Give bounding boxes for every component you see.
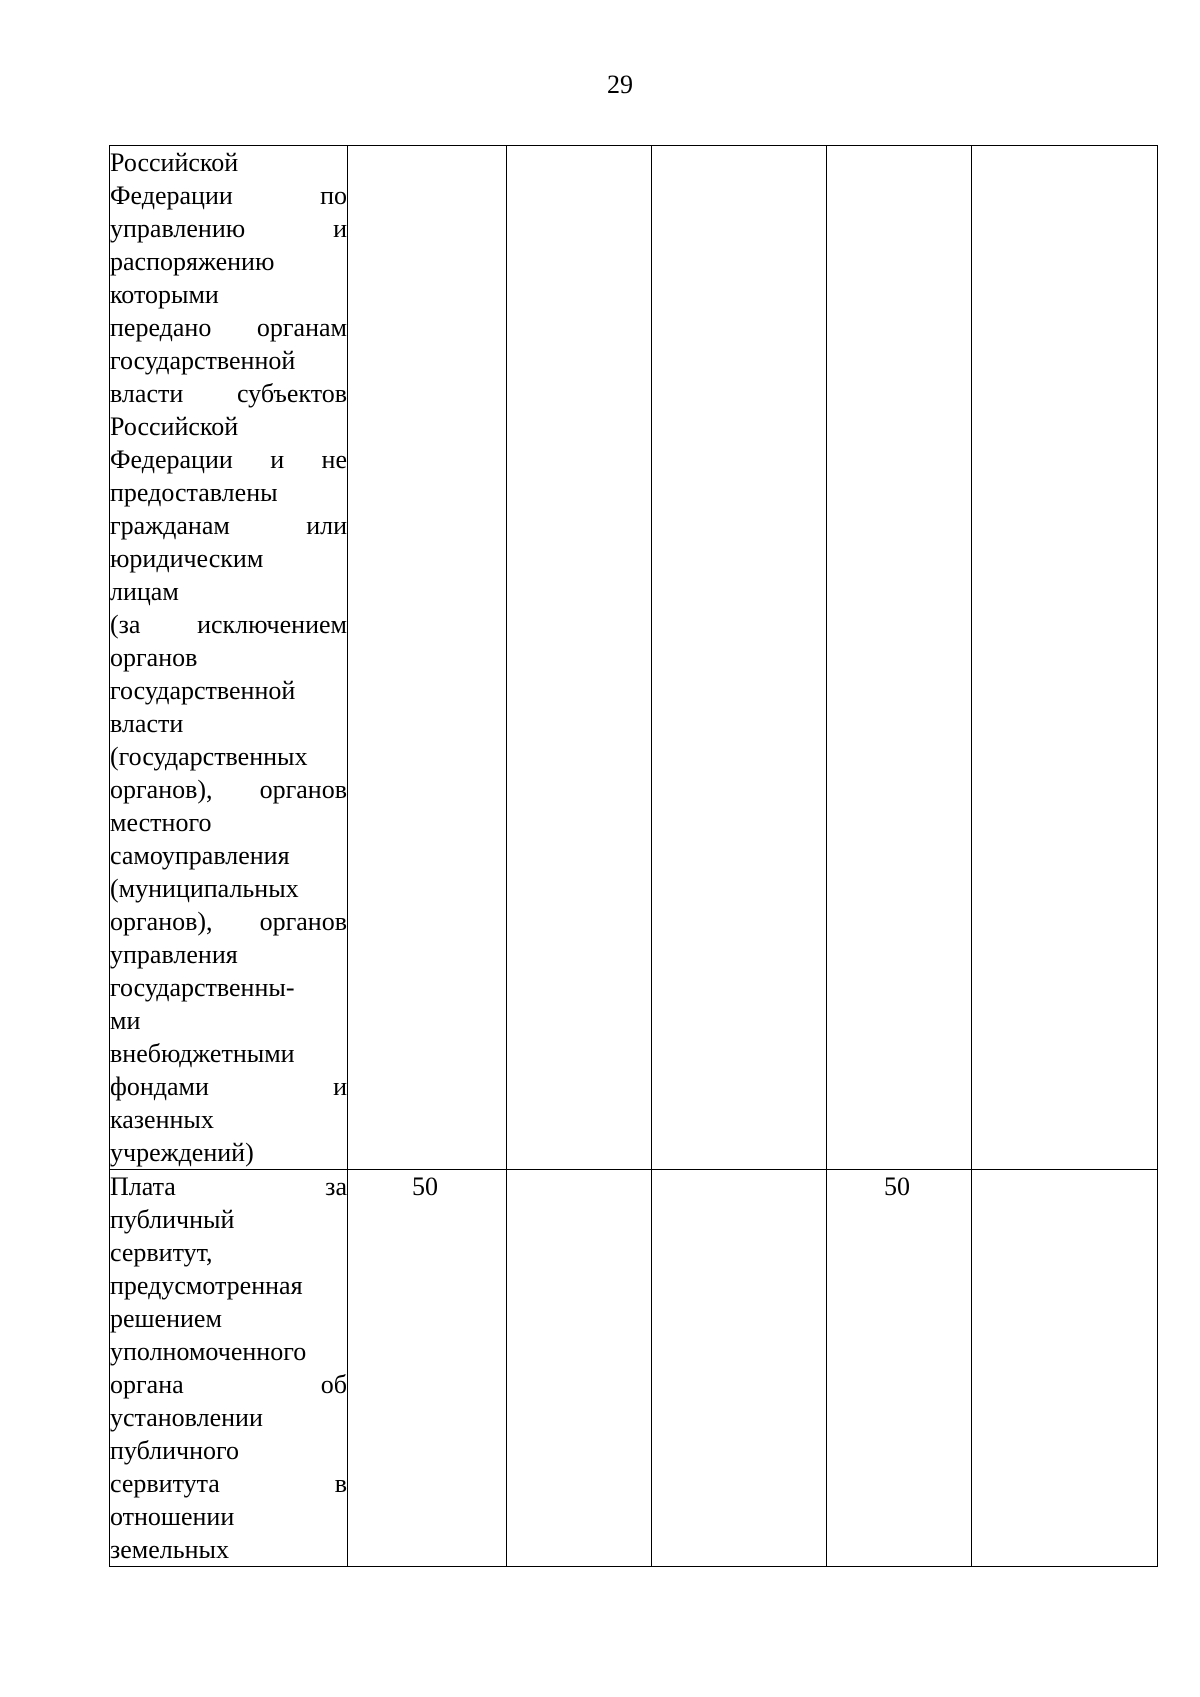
description-line: передано органам [110,313,347,342]
description-line: ми [110,1006,141,1035]
description-line: (государственных [110,742,308,771]
value-cell [507,1170,652,1567]
description-line: предоставлены [110,478,278,507]
description-line: (за исключением [110,610,347,639]
description-line: юридическим [110,544,264,573]
description-line: органов), органов [110,775,347,804]
description-line: лицам [110,577,179,606]
description-line: публичный [110,1205,235,1234]
description-line: предусмотренная [110,1271,303,1300]
description-line: земельных [110,1535,230,1564]
description-line: распоряжению [110,247,275,276]
value-cell [972,1170,1158,1567]
description-line: установлении [110,1403,263,1432]
description-line: решением [110,1304,222,1333]
description-line: самоуправления [110,841,290,870]
description-line: сервитута в [110,1469,347,1498]
description-line: публичного [110,1436,240,1465]
description-line: органов [110,643,198,672]
description-line: органов), органов [110,907,347,936]
description-line: которыми [110,280,219,309]
page-number: 29 [607,70,633,99]
description-line: учреждений) [110,1138,254,1167]
description-line: государственной [110,676,296,705]
description-line: (муниципальных [110,874,299,903]
description-line: местного [110,808,212,837]
description-line: Федерации по [110,181,347,210]
value-cell [348,1170,507,1567]
description-line: власти субъектов [110,379,347,408]
table-row [110,1170,1158,1567]
description-line: казенных [110,1105,214,1134]
row-description-cell [110,1170,348,1567]
cell-value: 50 [412,1172,438,1201]
value-cell [827,1170,972,1567]
value-cell [348,146,507,1170]
description-line: управлению и [110,214,347,243]
description-line: гражданам или [110,511,347,540]
description-line: государственны- [110,973,295,1002]
table-row [110,146,1158,1170]
row-description-cell [110,146,348,1170]
value-cell [652,146,827,1170]
description-line: управления [110,940,238,969]
value-cell [652,1170,827,1567]
description-line: фондами и [110,1072,347,1101]
description-line: уполномоченного [110,1337,307,1366]
value-cell [507,146,652,1170]
value-cell [827,146,972,1170]
cell-value: 50 [884,1172,910,1201]
description-line: органа об [110,1370,347,1399]
description-line: Федерации и не [110,445,347,474]
description-line: Российской [110,148,239,177]
description-line: государственной [110,346,296,375]
value-cell [972,146,1158,1170]
description-line: власти [110,709,184,738]
description-line: Плата за [110,1172,347,1201]
description-line: внебюджетными [110,1039,295,1068]
description-line: отношении [110,1502,235,1531]
description-line: сервитут, [110,1238,213,1267]
budget-norms-table [109,145,1158,1567]
description-line: Российской [110,412,239,441]
